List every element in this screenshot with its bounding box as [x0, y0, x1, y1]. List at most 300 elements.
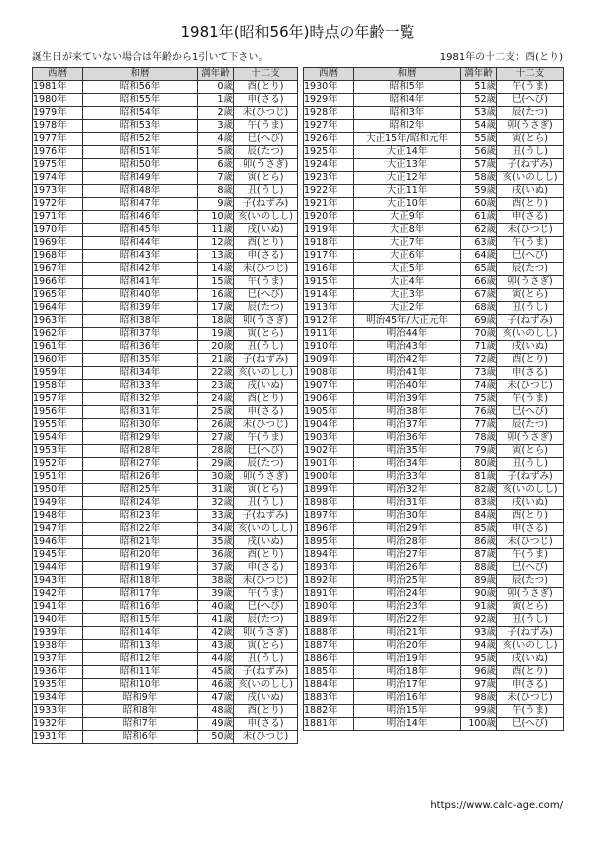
western-year-cell: 1914年	[304, 289, 354, 302]
western-year-cell: 1975年	[33, 159, 83, 172]
zodiac-cell: 酉(とり)	[497, 198, 564, 211]
age-cell: 3歳	[198, 120, 234, 133]
table-row	[304, 614, 564, 627]
age-cell: 24歳	[198, 393, 234, 406]
western-year-cell: 1939年	[33, 627, 83, 640]
japanese-era-cell: 昭和38年	[83, 315, 198, 328]
zodiac-cell: 卯(うさぎ)	[497, 120, 564, 133]
table-row	[304, 120, 564, 133]
western-year-cell: 1946年	[33, 536, 83, 549]
western-year-cell: 1961年	[33, 341, 83, 354]
japanese-era-cell: 昭和6年	[83, 731, 198, 744]
zodiac-cell: 寅(とら)	[497, 601, 564, 614]
western-year-cell: 1891年	[304, 588, 354, 601]
zodiac-cell: 申(さる)	[234, 250, 298, 263]
western-year-cell: 1913年	[304, 302, 354, 315]
japanese-era-cell: 明治33年	[354, 471, 461, 484]
zodiac-cell: 申(さる)	[497, 211, 564, 224]
table-row	[33, 341, 298, 354]
japanese-era-cell: 明治43年	[354, 341, 461, 354]
western-year-cell: 1935年	[33, 679, 83, 692]
table-row	[304, 341, 564, 354]
japanese-era-cell: 明治30年	[354, 510, 461, 523]
western-year-cell: 1948年	[33, 510, 83, 523]
western-year-cell: 1945年	[33, 549, 83, 562]
western-year-cell: 1977年	[33, 133, 83, 146]
western-year-cell: 1936年	[33, 666, 83, 679]
western-year-cell: 1888年	[304, 627, 354, 640]
header-zodiac: 十二支	[497, 68, 564, 81]
age-cell: 52歳	[461, 94, 497, 107]
western-year-cell: 1928年	[304, 107, 354, 120]
age-cell: 96歳	[461, 666, 497, 679]
japanese-era-cell: 昭和19年	[83, 562, 198, 575]
table-row	[304, 354, 564, 367]
western-year-cell: 1881年	[304, 718, 354, 731]
table-row	[304, 562, 564, 575]
table-row	[304, 549, 564, 562]
japanese-era-cell: 昭和45年	[83, 224, 198, 237]
header-japanese-era: 和暦	[354, 68, 461, 81]
age-cell: 95歳	[461, 653, 497, 666]
western-year-cell: 1887年	[304, 640, 354, 653]
western-year-cell: 1907年	[304, 380, 354, 393]
age-cell: 72歳	[461, 354, 497, 367]
age-cell: 49歳	[198, 718, 234, 731]
age-cell: 48歳	[198, 705, 234, 718]
japanese-era-cell: 昭和32年	[83, 393, 198, 406]
zodiac-cell: 巳(へび)	[234, 601, 298, 614]
zodiac-cell: 亥(いのしし)	[234, 523, 298, 536]
western-year-cell: 1937年	[33, 653, 83, 666]
table-row	[304, 224, 564, 237]
japanese-era-cell: 昭和44年	[83, 237, 198, 250]
table-row	[33, 315, 298, 328]
zodiac-cell: 亥(いのしし)	[497, 640, 564, 653]
zodiac-cell: 午(うま)	[234, 276, 298, 289]
table-row	[304, 692, 564, 705]
table-row	[33, 536, 298, 549]
age-cell: 16歳	[198, 289, 234, 302]
zodiac-cell: 巳(へび)	[497, 406, 564, 419]
western-year-cell: 1956年	[33, 406, 83, 419]
japanese-era-cell: 昭和43年	[83, 250, 198, 263]
age-cell: 8歳	[198, 185, 234, 198]
table-row	[33, 263, 298, 276]
zodiac-cell: 寅(とら)	[497, 445, 564, 458]
age-cell: 46歳	[198, 679, 234, 692]
table-row	[304, 679, 564, 692]
age-cell: 99歳	[461, 705, 497, 718]
table-row	[304, 588, 564, 601]
age-cell: 75歳	[461, 393, 497, 406]
age-cell: 34歳	[198, 523, 234, 536]
footer-url-link[interactable]: https://www.calc-age.com/	[430, 800, 563, 811]
zodiac-cell: 未(ひつじ)	[234, 419, 298, 432]
zodiac-cell: 未(ひつじ)	[234, 731, 298, 744]
zodiac-cell: 午(うま)	[497, 393, 564, 406]
zodiac-cell: 戌(いぬ)	[497, 653, 564, 666]
age-cell: 64歳	[461, 250, 497, 263]
japanese-era-cell: 昭和37年	[83, 328, 198, 341]
japanese-era-cell: 昭和53年	[83, 120, 198, 133]
japanese-era-cell: 昭和5年	[354, 81, 461, 94]
age-cell: 76歳	[461, 406, 497, 419]
table-row	[304, 185, 564, 198]
western-year-cell: 1912年	[304, 315, 354, 328]
zodiac-cell: 丑(うし)	[234, 497, 298, 510]
table-row	[33, 705, 298, 718]
japanese-era-cell: 明治16年	[354, 692, 461, 705]
table-row	[33, 614, 298, 627]
table-row	[33, 211, 298, 224]
age-cell: 58歳	[461, 172, 497, 185]
western-year-cell: 1949年	[33, 497, 83, 510]
japanese-era-cell: 明治17年	[354, 679, 461, 692]
western-year-cell: 1969年	[33, 237, 83, 250]
age-cell: 51歳	[461, 81, 497, 94]
zodiac-cell: 巳(へび)	[497, 94, 564, 107]
table-row	[33, 159, 298, 172]
western-year-cell: 1938年	[33, 640, 83, 653]
table-row	[304, 328, 564, 341]
japanese-era-cell: 大正11年	[354, 185, 461, 198]
table-row	[304, 458, 564, 471]
table-row	[33, 510, 298, 523]
table-row	[33, 302, 298, 315]
japanese-era-cell: 昭和50年	[83, 159, 198, 172]
japanese-era-cell: 昭和34年	[83, 367, 198, 380]
age-cell: 59歳	[461, 185, 497, 198]
zodiac-cell: 午(うま)	[234, 120, 298, 133]
japanese-era-cell: 昭和55年	[83, 94, 198, 107]
japanese-era-cell: 明治23年	[354, 601, 461, 614]
western-year-cell: 1890年	[304, 601, 354, 614]
japanese-era-cell: 明治18年	[354, 666, 461, 679]
zodiac-cell: 午(うま)	[497, 237, 564, 250]
table-row	[33, 640, 298, 653]
zodiac-cell: 卯(うさぎ)	[497, 276, 564, 289]
table-row	[304, 81, 564, 94]
age-cell: 21歳	[198, 354, 234, 367]
age-cell: 82歳	[461, 484, 497, 497]
zodiac-cell: 午(うま)	[497, 549, 564, 562]
zodiac-cell: 子(ねずみ)	[497, 627, 564, 640]
zodiac-cell: 酉(とり)	[234, 549, 298, 562]
japanese-era-cell: 明治20年	[354, 640, 461, 653]
table-row	[33, 445, 298, 458]
table-row	[304, 419, 564, 432]
zodiac-cell: 辰(たつ)	[497, 419, 564, 432]
age-cell: 67歳	[461, 289, 497, 302]
table-row	[304, 172, 564, 185]
table-row	[33, 289, 298, 302]
table-row	[33, 718, 298, 731]
age-cell: 78歳	[461, 432, 497, 445]
western-year-cell: 1932年	[33, 718, 83, 731]
age-cell: 93歳	[461, 627, 497, 640]
age-cell: 60歳	[461, 198, 497, 211]
japanese-era-cell: 昭和25年	[83, 484, 198, 497]
table-row	[33, 575, 298, 588]
japanese-era-cell: 明治42年	[354, 354, 461, 367]
western-year-cell: 1980年	[33, 94, 83, 107]
japanese-era-cell: 昭和41年	[83, 276, 198, 289]
japanese-era-cell: 大正5年	[354, 263, 461, 276]
zodiac-cell: 戌(いぬ)	[234, 380, 298, 393]
japanese-era-cell: 昭和24年	[83, 497, 198, 510]
zodiac-cell: 戌(いぬ)	[497, 497, 564, 510]
zodiac-cell: 卯(うさぎ)	[497, 432, 564, 445]
japanese-era-cell: 昭和49年	[83, 172, 198, 185]
table-row	[304, 315, 564, 328]
age-table-right	[303, 67, 564, 731]
japanese-era-cell: 昭和36年	[83, 341, 198, 354]
zodiac-cell: 巳(へび)	[234, 289, 298, 302]
table-row	[304, 601, 564, 614]
age-cell: 90歳	[461, 588, 497, 601]
western-year-cell: 1899年	[304, 484, 354, 497]
age-cell: 87歳	[461, 549, 497, 562]
zodiac-cell: 寅(とら)	[497, 133, 564, 146]
zodiac-cell: 亥(いのしし)	[497, 484, 564, 497]
western-year-cell: 1959年	[33, 367, 83, 380]
age-cell: 9歳	[198, 198, 234, 211]
table-row	[33, 666, 298, 679]
age-cell: 80歳	[461, 458, 497, 471]
western-year-cell: 1967年	[33, 263, 83, 276]
table-row	[304, 497, 564, 510]
age-cell: 27歳	[198, 432, 234, 445]
western-year-cell: 1950年	[33, 484, 83, 497]
western-year-cell: 1918年	[304, 237, 354, 250]
zodiac-cell: 戌(いぬ)	[234, 224, 298, 237]
table-row	[304, 640, 564, 653]
japanese-era-cell: 昭和16年	[83, 601, 198, 614]
japanese-era-cell: 明治44年	[354, 328, 461, 341]
japanese-era-cell: 昭和11年	[83, 666, 198, 679]
zodiac-cell: 卯(うさぎ)	[234, 159, 298, 172]
japanese-era-cell: 昭和40年	[83, 289, 198, 302]
western-year-cell: 1953年	[33, 445, 83, 458]
table-row	[33, 146, 298, 159]
table-row	[304, 393, 564, 406]
western-year-cell: 1941年	[33, 601, 83, 614]
japanese-era-cell: 昭和28年	[83, 445, 198, 458]
age-cell: 66歳	[461, 276, 497, 289]
zodiac-cell: 亥(いのしし)	[234, 679, 298, 692]
western-year-cell: 1895年	[304, 536, 354, 549]
western-year-cell: 1942年	[33, 588, 83, 601]
age-cell: 68歳	[461, 302, 497, 315]
zodiac-cell: 辰(たつ)	[234, 614, 298, 627]
western-year-cell: 1974年	[33, 172, 83, 185]
age-cell: 62歳	[461, 224, 497, 237]
table-row	[304, 380, 564, 393]
western-year-cell: 1943年	[33, 575, 83, 588]
japanese-era-cell: 大正3年	[354, 289, 461, 302]
table-row	[33, 380, 298, 393]
zodiac-cell: 未(ひつじ)	[234, 263, 298, 276]
table-row	[33, 562, 298, 575]
western-year-cell: 1922年	[304, 185, 354, 198]
birthday-note: 誕生日が来ていない場合は年齢から1引いて下さい。	[32, 52, 269, 63]
zodiac-cell: 未(ひつじ)	[497, 380, 564, 393]
zodiac-cell: 亥(いのしし)	[497, 328, 564, 341]
western-year-cell: 1958年	[33, 380, 83, 393]
japanese-era-cell: 明治37年	[354, 419, 461, 432]
western-year-cell: 1917年	[304, 250, 354, 263]
western-year-cell: 1919年	[304, 224, 354, 237]
japanese-era-cell: 大正2年	[354, 302, 461, 315]
western-year-cell: 1885年	[304, 666, 354, 679]
zodiac-cell: 巳(へび)	[497, 562, 564, 575]
zodiac-cell: 寅(とら)	[234, 328, 298, 341]
age-cell: 14歳	[198, 263, 234, 276]
age-cell: 5歳	[198, 146, 234, 159]
table-row	[304, 536, 564, 549]
western-year-cell: 1976年	[33, 146, 83, 159]
zodiac-cell: 辰(たつ)	[234, 302, 298, 315]
age-cell: 20歳	[198, 341, 234, 354]
western-year-cell: 1892年	[304, 575, 354, 588]
zodiac-cell: 子(ねずみ)	[497, 159, 564, 172]
table-row	[304, 302, 564, 315]
western-year-cell: 1911年	[304, 328, 354, 341]
japanese-era-cell: 大正9年	[354, 211, 461, 224]
japanese-era-cell: 明治40年	[354, 380, 461, 393]
age-cell: 13歳	[198, 250, 234, 263]
western-year-cell: 1909年	[304, 354, 354, 367]
japanese-era-cell: 明治14年	[354, 718, 461, 731]
table-row	[33, 549, 298, 562]
japanese-era-cell: 昭和39年	[83, 302, 198, 315]
western-year-cell: 1893年	[304, 562, 354, 575]
western-year-cell: 1882年	[304, 705, 354, 718]
page-title: 1981年(昭和56年)時点の年齢一覧	[180, 23, 415, 41]
japanese-era-cell: 明治34年	[354, 458, 461, 471]
japanese-era-cell: 明治38年	[354, 406, 461, 419]
table-row	[304, 133, 564, 146]
age-cell: 53歳	[461, 107, 497, 120]
zodiac-cell: 午(うま)	[234, 588, 298, 601]
japanese-era-cell: 昭和14年	[83, 627, 198, 640]
western-year-cell: 1972年	[33, 198, 83, 211]
japanese-era-cell: 昭和12年	[83, 653, 198, 666]
japanese-era-cell: 昭和4年	[354, 94, 461, 107]
western-year-cell: 1973年	[33, 185, 83, 198]
age-cell: 69歳	[461, 315, 497, 328]
western-year-cell: 1963年	[33, 315, 83, 328]
table-row	[33, 497, 298, 510]
age-cell: 43歳	[198, 640, 234, 653]
western-year-cell: 1898年	[304, 497, 354, 510]
zodiac-cell: 亥(いのしし)	[497, 172, 564, 185]
age-cell: 4歳	[198, 133, 234, 146]
zodiac-cell: 巳(へび)	[234, 445, 298, 458]
header-japanese-era: 和暦	[83, 68, 198, 81]
table-row	[304, 211, 564, 224]
table-row	[33, 237, 298, 250]
japanese-era-cell: 明治22年	[354, 614, 461, 627]
zodiac-cell: 子(ねずみ)	[497, 471, 564, 484]
western-year-cell: 1979年	[33, 107, 83, 120]
age-cell: 57歳	[461, 159, 497, 172]
age-cell: 65歳	[461, 263, 497, 276]
age-cell: 83歳	[461, 497, 497, 510]
zodiac-cell: 辰(たつ)	[234, 458, 298, 471]
header-age: 満年齢	[461, 68, 497, 81]
age-cell: 86歳	[461, 536, 497, 549]
zodiac-cell: 子(ねずみ)	[497, 315, 564, 328]
japanese-era-cell: 昭和7年	[83, 718, 198, 731]
table-row	[304, 94, 564, 107]
age-cell: 12歳	[198, 237, 234, 250]
age-cell: 0歳	[198, 81, 234, 94]
japanese-era-cell: 明治31年	[354, 497, 461, 510]
japanese-era-cell: 大正10年	[354, 198, 461, 211]
table-row	[304, 198, 564, 211]
japanese-era-cell: 昭和3年	[354, 107, 461, 120]
japanese-era-cell: 昭和17年	[83, 588, 198, 601]
table-row	[304, 523, 564, 536]
western-year-cell: 1921年	[304, 198, 354, 211]
japanese-era-cell: 明治15年	[354, 705, 461, 718]
age-cell: 55歳	[461, 133, 497, 146]
table-row	[304, 146, 564, 159]
age-cell: 33歳	[198, 510, 234, 523]
zodiac-cell: 亥(いのしし)	[234, 367, 298, 380]
japanese-era-cell: 大正14年	[354, 146, 461, 159]
western-year-cell: 1897年	[304, 510, 354, 523]
age-cell: 26歳	[198, 419, 234, 432]
japanese-era-cell: 昭和46年	[83, 211, 198, 224]
western-year-cell: 1901年	[304, 458, 354, 471]
table-row	[304, 367, 564, 380]
age-cell: 7歳	[198, 172, 234, 185]
table-row	[33, 458, 298, 471]
japanese-era-cell: 昭和54年	[83, 107, 198, 120]
table-row	[304, 510, 564, 523]
table-row	[33, 250, 298, 263]
japanese-era-cell: 明治32年	[354, 484, 461, 497]
zodiac-cell: 未(ひつじ)	[497, 224, 564, 237]
western-year-cell: 1886年	[304, 653, 354, 666]
western-year-cell: 1884年	[304, 679, 354, 692]
western-year-cell: 1955年	[33, 419, 83, 432]
table-row	[304, 289, 564, 302]
zodiac-cell: 辰(たつ)	[497, 263, 564, 276]
age-cell: 28歳	[198, 445, 234, 458]
table-row	[33, 419, 298, 432]
zodiac-cell: 戌(いぬ)	[234, 692, 298, 705]
age-cell: 100歳	[461, 718, 497, 731]
japanese-era-cell: 昭和8年	[83, 705, 198, 718]
western-year-cell: 1978年	[33, 120, 83, 133]
japanese-era-cell: 昭和22年	[83, 523, 198, 536]
zodiac-cell: 卯(うさぎ)	[497, 588, 564, 601]
japanese-era-cell: 大正4年	[354, 276, 461, 289]
japanese-era-cell: 昭和20年	[83, 549, 198, 562]
zodiac-cell: 辰(たつ)	[497, 107, 564, 120]
zodiac-cell: 酉(とり)	[497, 354, 564, 367]
western-year-cell: 1944年	[33, 562, 83, 575]
japanese-era-cell: 明治35年	[354, 445, 461, 458]
age-table-left	[32, 67, 298, 744]
western-year-cell: 1900年	[304, 471, 354, 484]
table-row	[33, 81, 298, 94]
western-year-cell: 1910年	[304, 341, 354, 354]
